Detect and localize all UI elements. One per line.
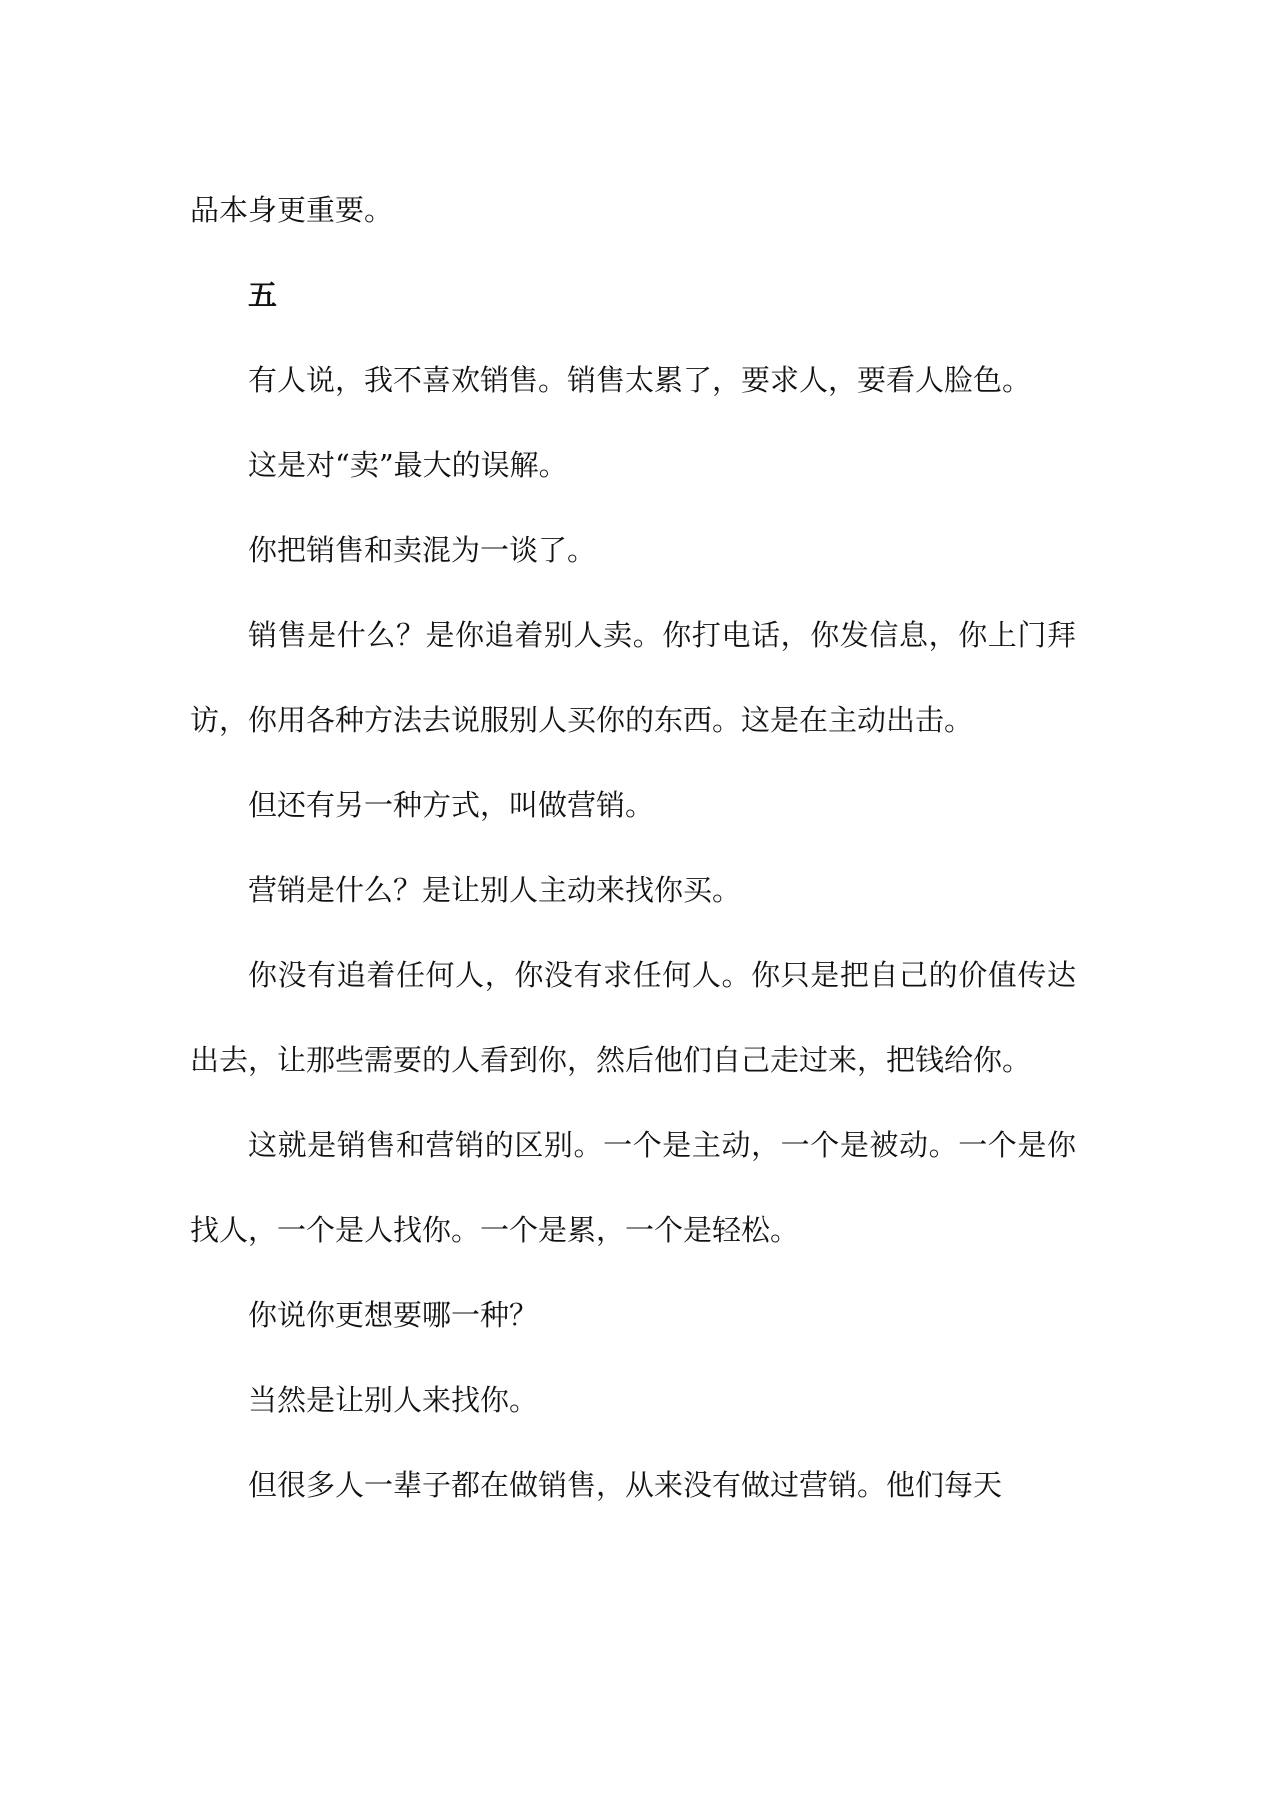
paragraph: 这是对“卖”最大的误解。 <box>248 448 568 482</box>
paragraph: 销售是什么？是你追着别人卖。你打电话，你发信息，你上门拜访，你用各种方法去说服别人买你的东西。这是在主动出击。 <box>190 618 1076 737</box>
paragraph: 你说你更想要哪一种？ <box>248 1298 539 1332</box>
paragraph: 营销是什么？是让别人主动来找你买。 <box>248 873 742 907</box>
paragraph: 当然是让别人来找你。 <box>248 1383 539 1417</box>
paragraph: 这就是销售和营销的区别。一个是主动，一个是被动。一个是你找人，一个是人找你。一个是累，一个是轻松。 <box>190 1128 1076 1247</box>
paragraph: 但很多人一辈子都在做销售，从来没有做过营销。他们每天 <box>248 1468 1003 1502</box>
paragraph: 你没有追着任何人，你没有求任何人。你只是把自己的价值传达出去，让那些需要的人看到你，然后他们自己走过来，把钱给你。 <box>190 958 1076 1077</box>
document-page <box>190 168 1076 1528</box>
continuation-paragraph: 品本身更重要。 <box>190 193 394 227</box>
paragraph: 你把销售和卖混为一谈了。 <box>248 533 597 567</box>
paragraph: 但还有另一种方式，叫做营销。 <box>248 788 655 822</box>
paragraph: 有人说，我不喜欢销售。销售太累了，要求人，要看人脸色。 <box>248 363 1032 397</box>
section-heading: 五 <box>248 278 278 312</box>
